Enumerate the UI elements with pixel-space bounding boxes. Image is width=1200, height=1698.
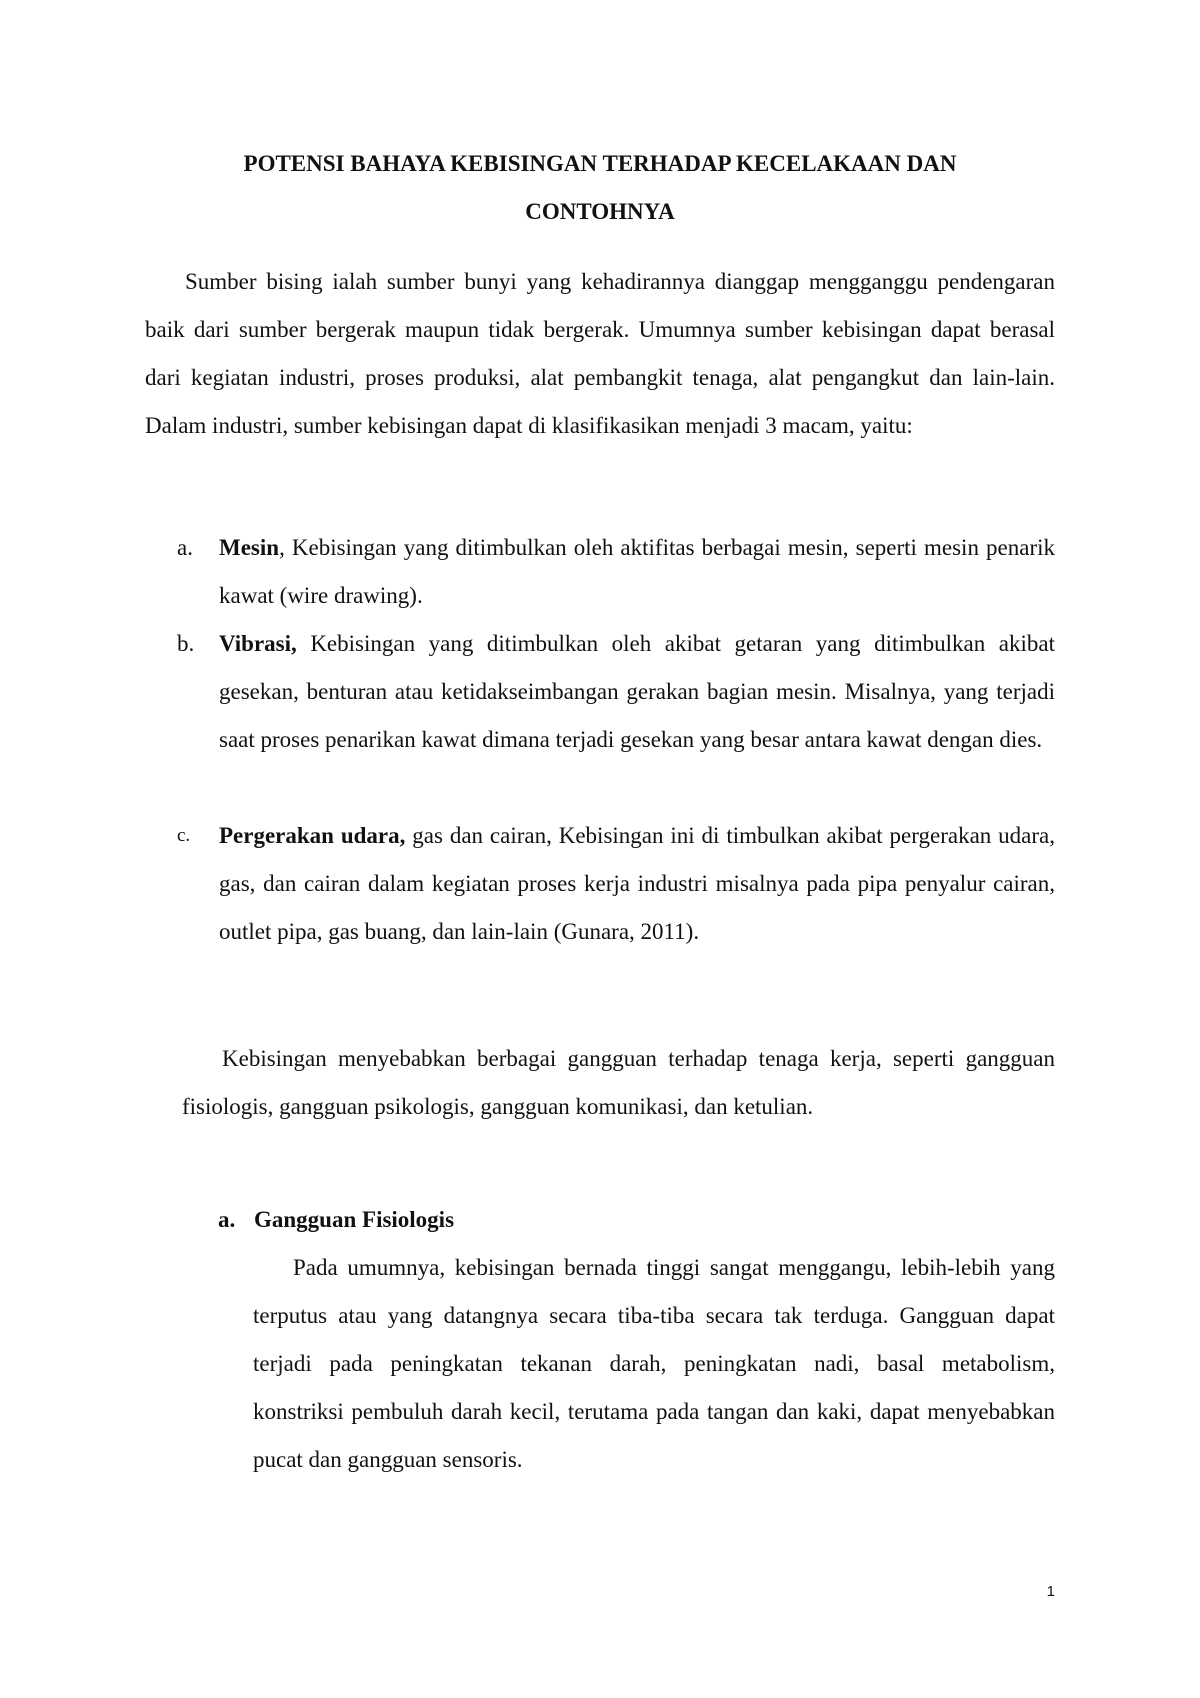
list-item-term: Pergerakan udara, [219,823,406,848]
intro-paragraph [145,258,1055,450]
list-marker: a. [177,535,193,560]
section-body-text: Pada umumnya, kebisingan bernada tinggi sangat menggangu, lebih-lebih yang terputus atau yang datangnya secara tiba-tiba secara tak terduga. Gangguan dapat terjadi pada peningkatan tekanan darah, peningkatan nadi, basal metabolism, konstriksi pembuluh darah kecil, terutama pada tangan dan kaki, dapat menyebabkan pucat dan gangguan sensoris. [253,1255,1055,1472]
list-marker: b. [177,631,195,656]
list-marker: c. [177,825,191,846]
section-heading [218,1196,454,1244]
list-item-text: , Kebisingan yang ditimbulkan oleh aktifitas berbagai mesin, seperti mesin penarik kawat (wire drawing). [219,535,1055,608]
list-item-text: Kebisingan yang ditimbulkan oleh akibat getaran yang ditimbulkan akibat gesekan, benturan atau ketidakseimbangan gerakan bagian mesin. Misalnya, yang terjadi saat proses penarikan kawat dimana terjadi gesekan yang besar antara kawat dengan dies. [219,631,1055,752]
intro-text: Sumber bising ialah sumber bunyi yang kehadirannya dianggap mengganggu pendengaran baik dari sumber bergerak maupun tidak bergerak. Umumnya sumber kebisingan dapat berasal dari kegiatan industri, proses produksi, alat pembangkit tenaga, alat pengangkut dan lain-lain. Dalam industri, sumber kebisingan dapat di klasifikasikan menjadi 3 macam, yaitu: [145,269,1055,438]
page-number: 1 [1046,1583,1055,1600]
list-item-text: gas dan cairan, Kebisingan ini di timbulkan akibat pergerakan udara, gas, dan cairan dalam kegiatan proses kerja industri misalnya pada pipa penyalur cairan, outlet pipa, gas buang, dan lain-lain (Gunara, 2011). [219,823,1056,944]
section-marker: a. [218,1207,236,1232]
document-title [145,140,1055,236]
list-item-term: Vibrasi, [219,631,297,656]
effects-paragraph [182,1035,1055,1131]
title-line-2: CONTOHNYA [525,199,675,224]
section-heading-text: Gangguan Fisiologis [254,1207,455,1232]
effects-text: Kebisingan menyebabkan berbagai gangguan terhadap tenaga kerja, seperti gangguan fisiologis, gangguan psikologis, gangguan komunikasi, dan ketulian. [182,1046,1055,1119]
list-item-term: Mesin [219,535,280,560]
title-line-1: POTENSI BAHAYA KEBISINGAN TERHADAP KECELAKAAN DAN [243,151,957,176]
section-body [253,1244,1055,1484]
